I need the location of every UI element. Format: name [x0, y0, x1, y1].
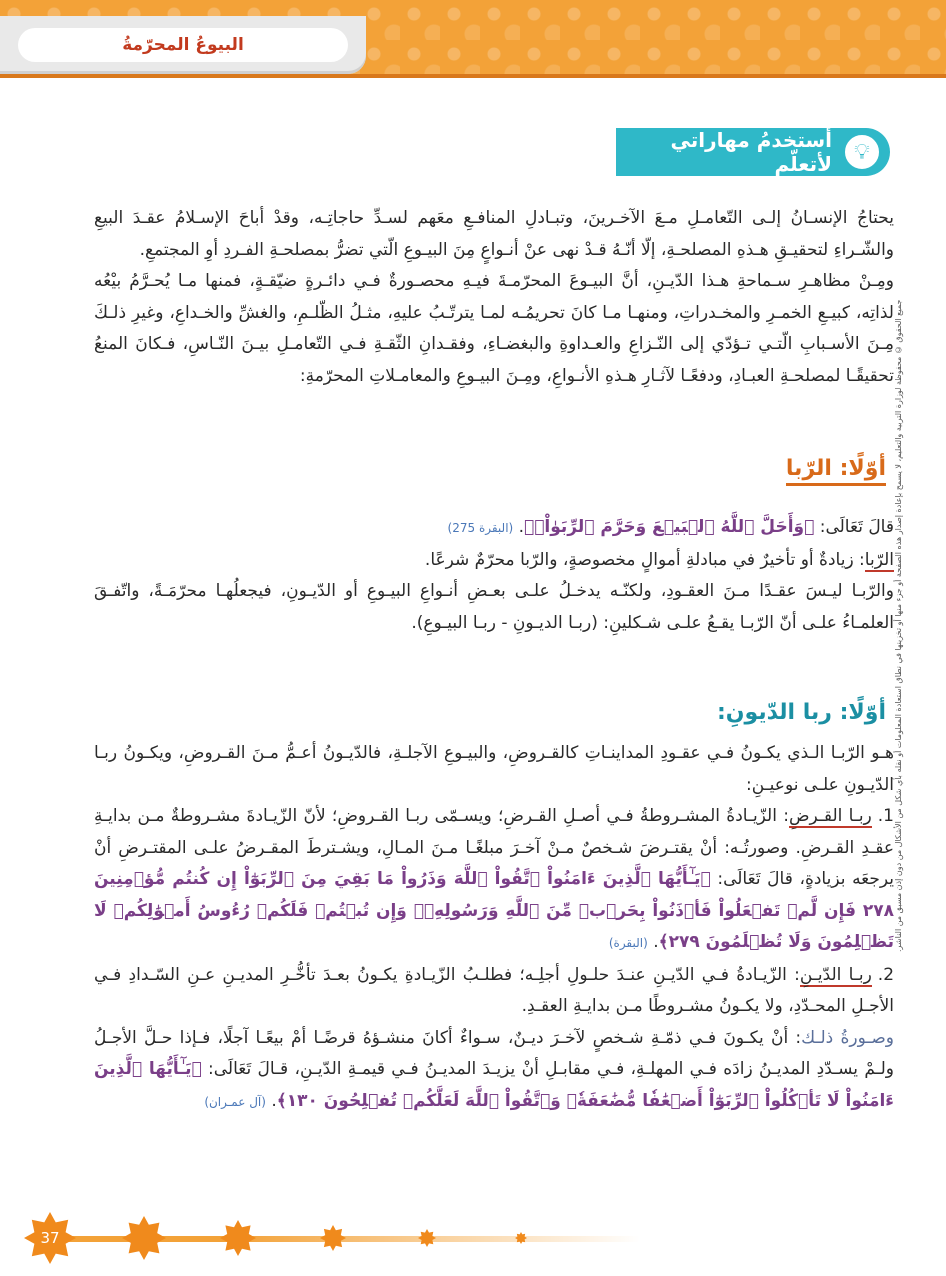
definition-text: : زيادةٌ أو تأخيرٌ في مبادلةِ أموالٍ مخصوصةٍ، والرّبا محرّمٌ شرعًا. [424, 549, 865, 570]
list-item-1: 1.ربـا القـرضِ: الزّيـادةُ المشـروطةُ فـي أصـلِ القـرضِ؛ ويسـمّى ربـا القـروضِ؛ لأنّ الزّيـادةَ مشـروطةٌ مـن بدايـةِ عقـدِ القـرضِ. وصورتُـه: أنْ يقتـرضَ شـخصٌ مـنْ آخـرَ مبلغًـا مـنَ المـالِ، ويشـترطَ المقـرضُ علـى المقتـرضِ أنْ يرجعَه بزيادةٍ، قالَ تَعَالَى: ﴿يَـٰٓأَيُّهَا ٱلَّذِينَ ءَامَنُواْ ٱتَّقُواْ ٱللَّهَ وَذَرُواْ مَا بَقِيَ مِنَ ٱلرِّبَوٰٓاْ إِن كُنتُم مُّؤۡمِنِينَ ٢٧٨ فَإِن لَّمۡ تَفۡعَلُواْ فَأۡذَنُواْ بِحَرۡبٖ مِّنَ ٱللَّهِ وَرَسُولِهِۦۖ وَإِن تُبۡتُمۡ فَلَكُمۡ رُءُوسُ أَمۡوَٰلِكُمۡ لَا تَظۡلِمُونَ وَلَا تُظۡلَمُونَ ٢٧٩﴾. (البقرة) [94, 806, 895, 952]
footer-star [122, 1216, 166, 1260]
list-number-1: 1. [877, 806, 894, 826]
intro-paragraph-2: ومِـنْ مظاهـرِ سـماحةِ هـذا الدّيـنِ، أنَّ البيـوعَ المحرّمـةَ فيـهِ محصـورةٌ فـي دائـرةٍ ضيّقـةٍ، فمنها مـا يُحـرَّمُ بيْعُه لذاتِه، كبيـعِ الخمـرِ والمخـدراتِ، ومنهـا مـا كانَ تحريمُـه لمـا يترتّـبُ عليهِ، مثـلُ الظّلـمِ، والغشِّ والخـداعِ، وغيرِ ذلـكَ مِـنَ الأسـبابِ الّتـي تـؤدّي إلى النّـزاعِ والعـداوةِ والبغضـاءِ، وفقـدانِ الثّقـةِ فـي التّعامـلِ بيـنَ النّـاسِ، فـكانَ المنعُ تحقيقًـا لمصلحـةِ العبـادِ، ودفعًـا لآثـارِ هـذهِ الأنـواعِ، ومِـنَ البيـوعِ والمعامـلاتِ المحرّمةِ: [94, 271, 894, 386]
list-item-2 [94, 960, 894, 1023]
quran-verse: ﴿وَأَحَلَّ ٱللَّهُ ٱلۡبَيۡعَ وَحَرَّمَ ٱلرِّبَوٰاْۚ﴾ [524, 517, 815, 537]
example-text: : أنْ يكـونَ فـي ذمّـةِ شـخصٍ لآخـرَ ديـنٌ، سـواءٌ أكانَ منشـؤهُ قرضًـا أمْ بيعًـا آجلًا، فـإذا حـلَّ الأجـلُ ولـمْ يسـدّدِ المديـنُ زادَه فـي المهلـةِ، فـي مقابـلِ أنْ يزيـدَ المديـنُ فـي قيمـةِ الدّيـنِ، قـالَ تَعَالَى: [94, 1027, 894, 1079]
skill-banner [616, 128, 890, 176]
verse-reference: (آل عمـران) [204, 1094, 266, 1109]
footer-star [320, 1225, 346, 1251]
list-term-1: ربـا القـرضِ [788, 806, 872, 826]
page-number: 37 [40, 1229, 60, 1247]
list-term-2: ربـا الدّيـنِ [799, 964, 872, 985]
footer-star [220, 1220, 256, 1256]
section1-paragraph: والرّبـا ليـسَ عقـدًا مـنَ العقـودِ، ولكنّـه يدخـلُ علـى بعـضِ أنـواعِ البيـوعِ أو الدّيـونِ، فيجعلُهـا محرّمَـةً، واتّفـقَ العلمـاءُ علـى أنّ الرّبـا يقـعُ علـى شـكلينِ: (ربـا الديـونِ - ربـا البيـوعِ). [94, 581, 894, 633]
definition-line [94, 545, 894, 577]
section-heading-riba: أوّلًا: الرّبا [786, 456, 886, 486]
intro-block [94, 203, 894, 392]
page-title: البيوعُ المحرّمةُ [18, 28, 348, 62]
verse-reference: (البقرة) [608, 936, 648, 950]
footer-star [515, 1232, 527, 1244]
list-number-2: 2. [877, 964, 895, 985]
section1-block [94, 512, 894, 639]
section2-intro: هـو الرّبـا الـذي يكـونُ فـي عقـودِ المداينـاتِ كالقـروضِ، والبيـوعِ الآجلـةِ، فالدّيـونُ أعـمُّ مـنَ القـروضِ، ويكـونُ ربـا الدّيـونِ علـى نوعيـنِ: [94, 743, 894, 795]
quran-verse: ﴿يَـٰٓأَيُّهَا ٱلَّذِينَ ءَامَنُواْ لَا تَأۡكُلُواْ ٱلرِّبَوٰٓاْ أَضۡعَٰفٗا مُّضَٰعَفَةٗۖ وَٱتَّقُواْ ٱللَّهَ لَعَلَّكُمۡ تُفۡلِحُونَ ١٣٠﴾ [94, 1059, 894, 1111]
definition-term: الرّبا [864, 549, 894, 570]
section-heading-riba-debts: أوّلًا: ربا الدّيونِ: [716, 700, 886, 725]
intro-paragraph-1: يحتاجُ الإنسـانُ إلـى التّعامـلِ مـعَ الآخـرينَ، وتبـادلِ المنافـعِ معَهم لسـدِّ حاجاتِـه، وقدْ أباحَ الإسـلامُ عقـدَ البيعِ والشّـراءِ لتحقيـقِ هـذهِ المصلحـةِ، إلّا أنّـهُ قـدْ نهى عنْ أنـواعٍ مِنَ البيـوعِ الّتي تضرُّ بمصلحـةِ الفـردِ أوِ المجتمعِ. [94, 208, 894, 260]
quran-verse: ﴿يَـٰٓأَيُّهَا ٱلَّذِينَ ءَامَنُواْ ٱتَّقُواْ ٱللَّهَ وَذَرُواْ مَا بَقِيَ مِنَ ٱلرِّبَوٰٓاْ إِن كُنتُم مُّؤۡمِنِينَ ٢٧٨ فَإِن لَّمۡ تَفۡعَلُواْ فَأۡذَنُواْ بِحَرۡبٖ مِّنَ ٱللَّهِ وَرَسُولِهِۦۖ وَإِن تُبۡتُمۡ فَلَكُمۡ رُءُوسُ أَمۡوَٰلِكُمۡ لَا تَظۡلِمُونَ وَلَا تُظۡلَمُونَ ٢٧٩﴾ [94, 869, 894, 952]
list-text-2: : الزّيـادةُ فـي الدّيـنِ عنـدَ حلـولِ أجلِـه؛ فطلـبُ الزّيـادةِ يكـونُ بعـدَ تأخُّـرِ المديـنِ عـنِ السّـدادِ فـي الأجـلِ المحـدّدِ، ولا يكـونُ مشـروطًا مـن بدايـةِ العقـدِ. [94, 964, 894, 1016]
skill-banner-label: أستخدمُ مهاراتي لأتعلّم [670, 128, 832, 176]
verse-line: قالَ تَعَالَى: ﴿وَأَحَلَّ ٱللَّهُ ٱلۡبَيۡعَ وَحَرَّمَ ٱلرِّبَوٰاْۚ﴾. (البقرة 275) [447, 517, 894, 537]
copyright-note: جميع الحقوق © محفوظة لوزارة التربية والتعليم، لا يسمح بإعادة إصدار هذه الصفحة أو جزء منها أو تخزينها في نطاق استعادة المعلومات أو نقله بأي شكل من الأشكال من دون إذن مسبق من الناشر. [894, 300, 903, 953]
example-label: وصـورةُ ذلـك [801, 1027, 894, 1048]
verse-reference: (البقرة 275) [447, 521, 514, 535]
footer-star [418, 1229, 436, 1247]
list-text-1: : الزّيـادةُ المشـروطةُ فـي أصـلِ القـرضِ؛ ويسـمّى ربـا القـروضِ؛ لأنّ الزّيـادةَ مشـروطةٌ مـن بدايـةِ عقـدِ القـرضِ. وصورتُـه: أنْ يقتـرضَ شـخصٌ مـنْ آخـرَ مبلغًـا مـنَ المـالِ، ويشـترطَ المقـرضُ علـى المقتـرضِ أنْ يرجعَه بزيادةٍ، قالَ تَعَالَى: [94, 806, 895, 889]
verse-intro: قالَ تَعَالَى: [819, 517, 894, 537]
lightbulb-icon: 💡︎ [842, 132, 882, 172]
section2-block [94, 738, 894, 1118]
example-paragraph: وصـورةُ ذلـك: أنْ يكـونَ فـي ذمّـةِ شـخصٍ لآخـرَ ديـنٌ، سـواءٌ أكانَ منشـؤهُ قرضًـا أمْ بيعًـا آجلًا، فـإذا حـلَّ الأجـلُ ولـمْ يسـدّدِ المديـنُ زادَه فـي المهلـةِ، فـي مقابـلِ أنْ يزيـدَ المديـنُ فـي قيمـةِ الدّيـنِ، قـالَ تَعَالَى: ﴿يَـٰٓأَيُّهَا ٱلَّذِينَ ءَامَنُواْ لَا تَأۡكُلُواْ ٱلرِّبَوٰٓاْ أَضۡعَٰفٗا مُّضَٰعَفَةٗۖ وَٱتَّقُواْ ٱللَّهَ لَعَلَّكُمۡ تُفۡلِحُونَ ١٣٠﴾. (آل عمـران) [94, 1027, 894, 1111]
